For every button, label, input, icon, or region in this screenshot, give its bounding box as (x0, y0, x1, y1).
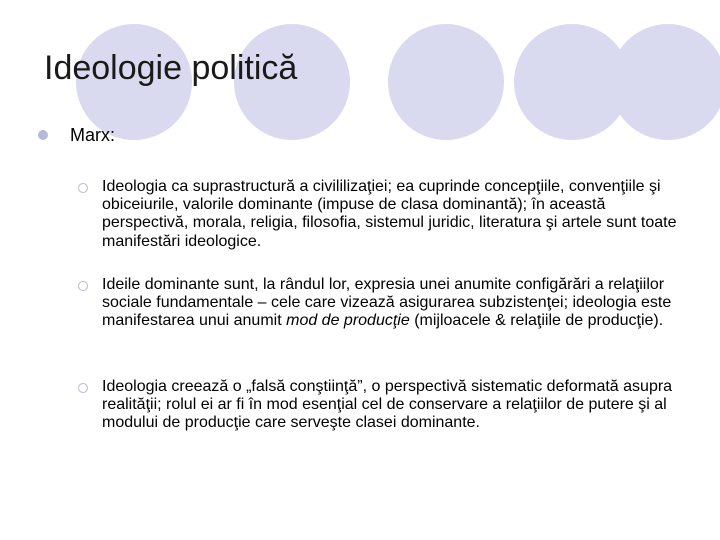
sub-bullet-item-1 (78, 178, 708, 251)
hollow-bullet-icon (78, 183, 88, 193)
sub-bullet-text-2-italic: mod de producţie (286, 312, 410, 330)
sub-bullet-text-2-end: (mijloacele & relaţiile de producţie). (409, 312, 664, 330)
bullet-item-marx (38, 124, 115, 146)
sub-bullet-text-2-main: Ideile dominante sunt, la rândul lor, expresia unei anumite configărări a relaţiilor sociale fundamentale – cele care vizează asigurarea subzistenţei; ideologia este manifestarea unui anumit (102, 276, 672, 330)
decorative-circle-5 (610, 24, 720, 140)
hollow-bullet-icon (78, 281, 88, 291)
decorative-circle-3 (388, 24, 504, 140)
sub-bullet-text-3: Ideologia creează o „falsă conştiinţă”, o perspectivă sistematic deformată asupra realităţii; rolul ei ar fi în mod esenţial cel de conservare a relaţiilor de putere şi al modului de producţie care serveşte clasei dominante. (102, 378, 673, 432)
sub-bullet-item-3 (78, 378, 708, 433)
sub-bullet-item-2 (78, 276, 708, 331)
sub-bullet-text-1: Ideologia ca suprastructură a civililizaţiei; ea cuprinde concepţiile, convenţiile şi obiceiurile, valorile dominante (impuse de clasa dominantă); în această perspectivă, morala, religia, filosofia, sistemul juridic, literatura şi artele sunt toate manifestări ideologice. (102, 178, 677, 250)
bullet-label-marx: Marx: (70, 125, 115, 145)
hollow-bullet-icon (78, 383, 88, 393)
sub-bullet-text-2 (102, 276, 682, 331)
slide-title: Ideologie politică (44, 49, 298, 87)
filled-bullet-icon (38, 130, 48, 140)
